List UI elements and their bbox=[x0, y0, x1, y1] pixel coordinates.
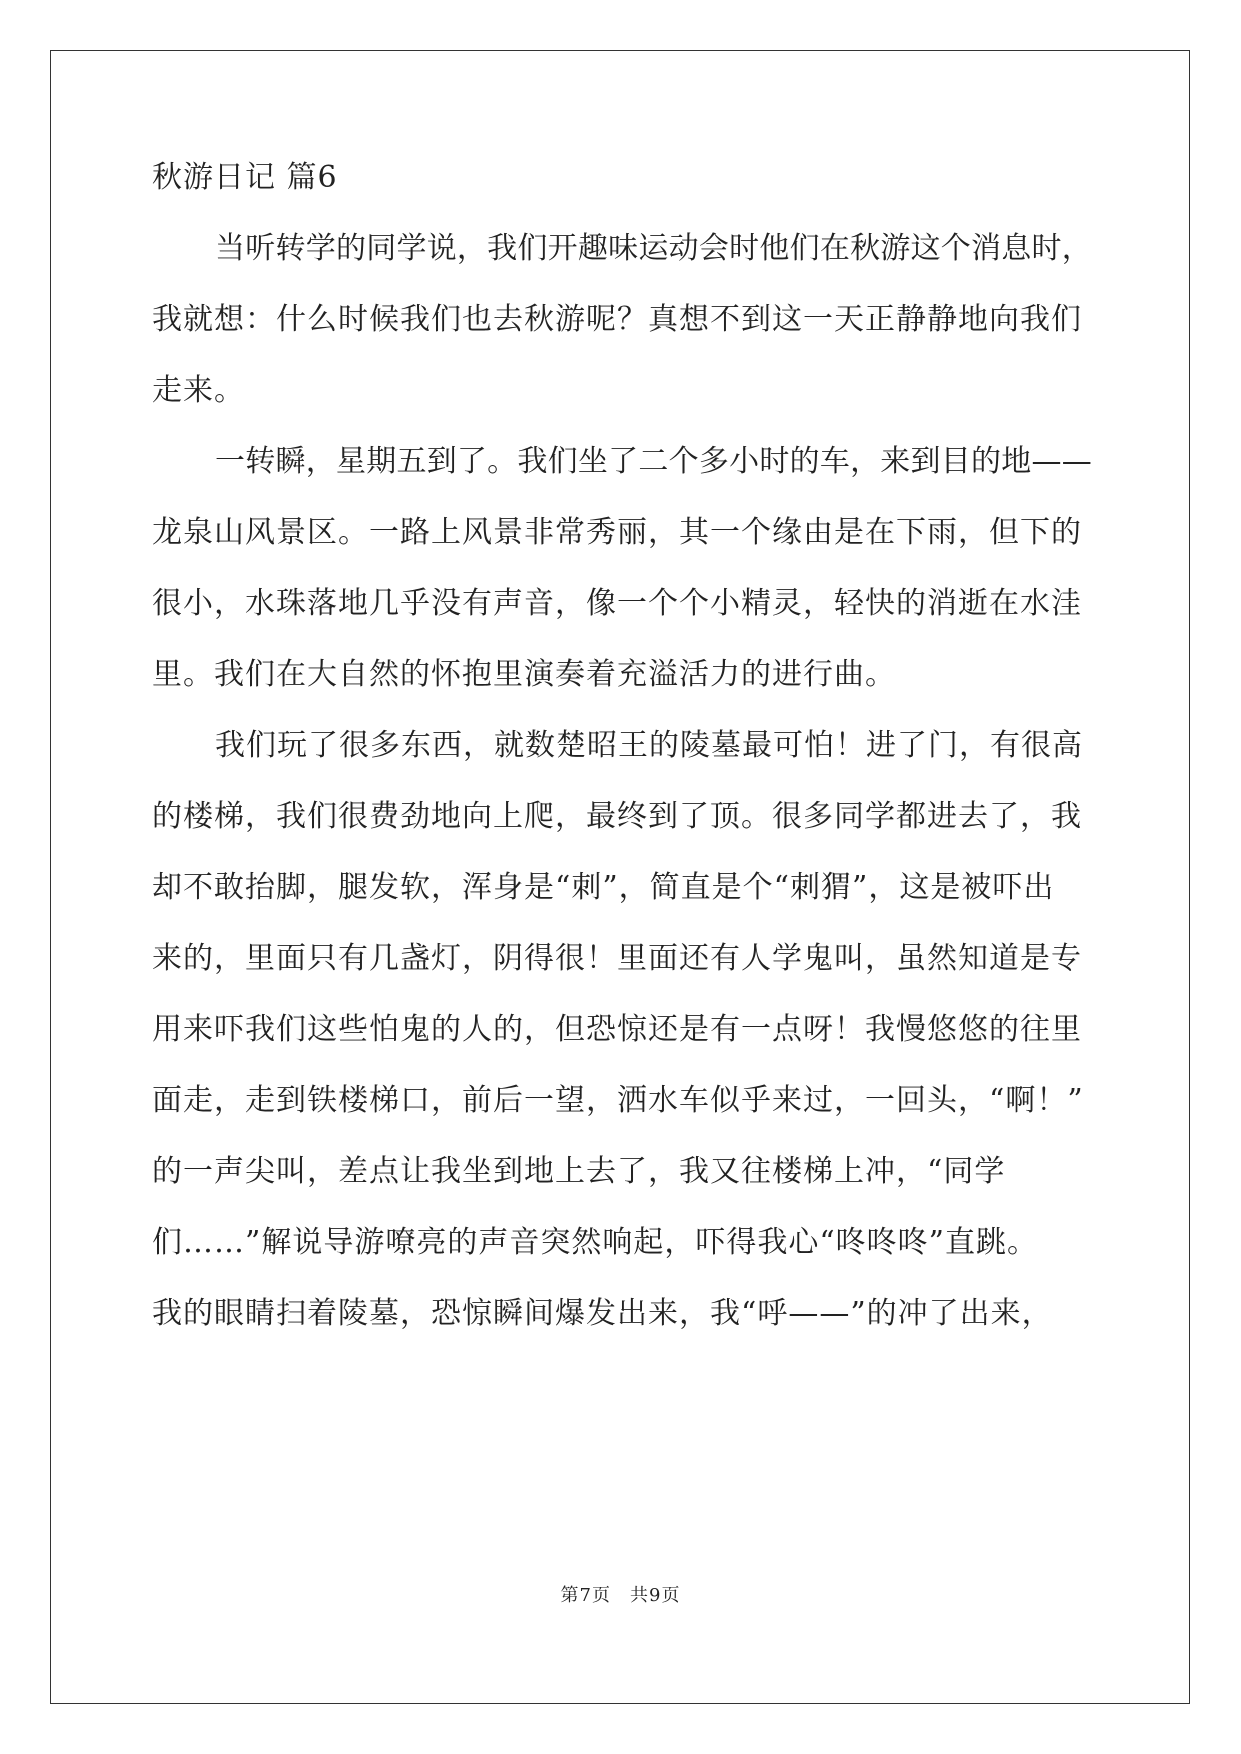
paragraph-line: 里。我们在大自然的怀抱里演奏着充溢活力的进行曲。 bbox=[152, 657, 896, 692]
paragraph-line: 当听转学的同学说，我们开趣味运动会时他们在秋游这个消息时， bbox=[215, 231, 1092, 266]
paragraph-line: 我就想：什么时候我们也去秋游呢？真想不到这一天正静静地向我们 bbox=[152, 302, 1082, 337]
paragraph-line: 的楼梯，我们很费劲地向上爬，最终到了顶。很多同学都进去了，我 bbox=[152, 799, 1082, 834]
paragraph-line: 的一声尖叫，差点让我坐到地上去了，我又往楼梯上冲，“同学 bbox=[152, 1154, 1006, 1189]
paragraph-line: 却不敢抬脚，腿发软，浑身是“刺”，简直是个“刺猬”，这是被吓出 bbox=[152, 870, 1055, 905]
paragraph-line: 来的，里面只有几盏灯，阴得很！里面还有人学鬼叫，虽然知道是专 bbox=[152, 941, 1082, 976]
paragraph-line: 一转瞬，星期五到了。我们坐了二个多小时的车，来到目的地—— bbox=[215, 444, 1092, 479]
paragraph-line: 我们玩了很多东西，就数楚昭王的陵墓最可怕！进了门，有很高 bbox=[215, 728, 1083, 763]
paragraph-line: 很小，水珠落地几乎没有声音，像一个个小精灵，轻快的消逝在水洼 bbox=[152, 586, 1082, 621]
paragraph-line: 面走，走到铁楼梯口，前后一望，洒水车似乎来过，一回头，“啊！” bbox=[152, 1083, 1084, 1118]
paragraph-line: 用来吓我们这些怕鬼的人的，但恐惊还是有一点呀！我慢悠悠的往里 bbox=[152, 1012, 1082, 1047]
paragraph-line: 我的眼睛扫着陵墓，恐惊瞬间爆发出来，我“呼——”的冲了出来， bbox=[152, 1296, 1053, 1331]
paragraph-line: 走来。 bbox=[152, 373, 245, 408]
paragraph-line: 们……”解说导游嘹亮的声音突然响起，吓得我心“咚咚咚”直跳。 bbox=[152, 1225, 1039, 1260]
paragraph-line: 龙泉山风景区。一路上风景非常秀丽，其一个缘由是在下雨，但下的 bbox=[152, 515, 1082, 550]
document-title: 秋游日记 篇6 bbox=[152, 160, 338, 195]
page-number: 第7页 共9页 bbox=[560, 1585, 681, 1606]
